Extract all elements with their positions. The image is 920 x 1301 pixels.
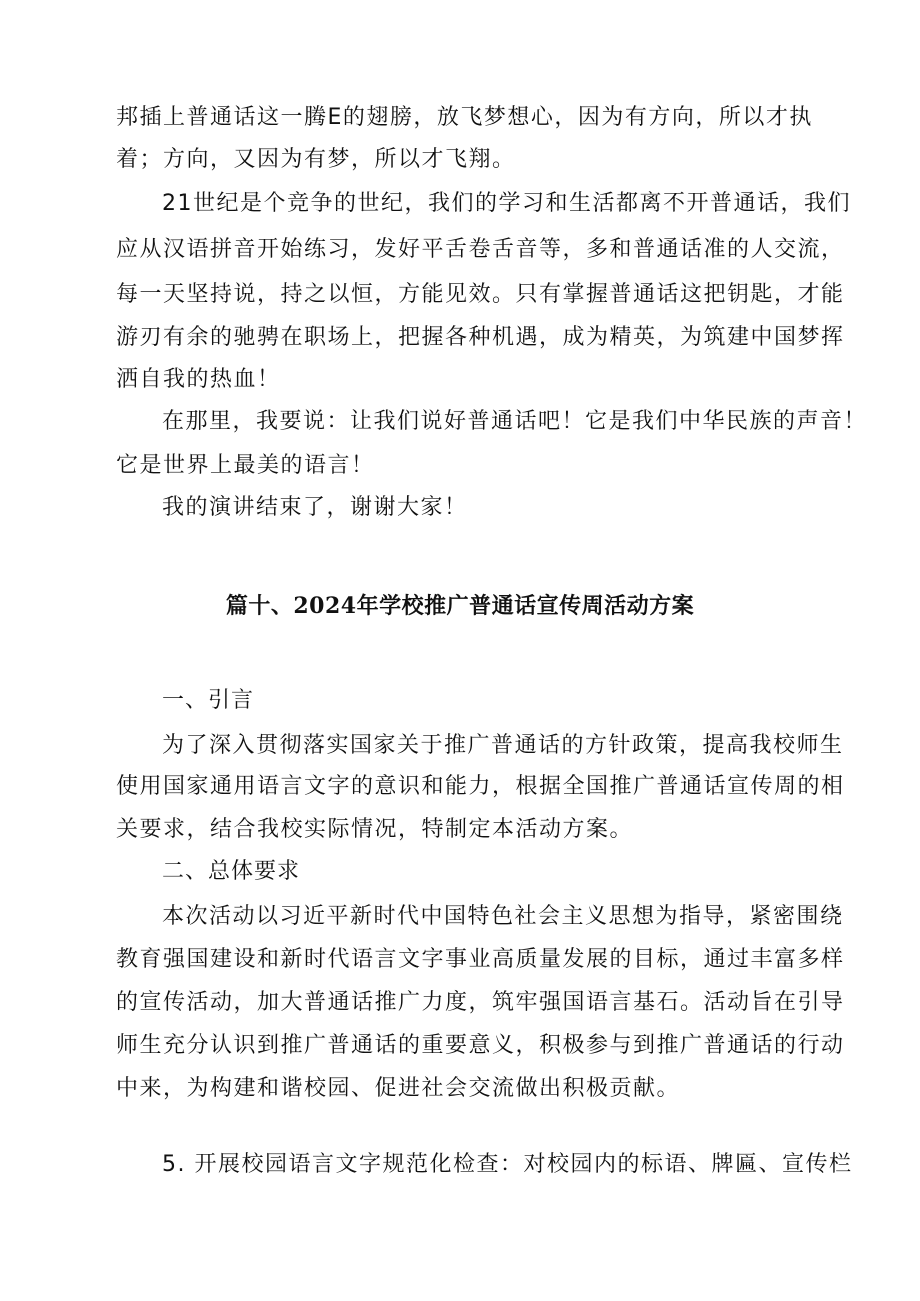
paragraph-line: 每一天坚持说，持之以恒，方能见效。只有掌握普通话这把钥匙，才能 bbox=[116, 282, 845, 307]
paragraph-line: 它是世界上最美的语言！ bbox=[116, 453, 375, 478]
paragraph-line: 洒自我的热血！ bbox=[116, 367, 281, 392]
paragraph-line: 中来，为构建和谐校园、促进社会交流做出积极贡献。 bbox=[116, 1076, 681, 1101]
article-title: 篇十、2024年学校推广普通话宣传周活动方案 bbox=[225, 593, 695, 619]
section-heading: 一、引言 bbox=[162, 688, 255, 713]
paragraph-line: 的宣传活动，加大普通话推广力度，筑牢强国语言基石。活动旨在引导 bbox=[116, 990, 845, 1015]
paragraph-line: 游刃有余的驰骋在职场上，把握各种机遇，成为精英，为筑建中国梦挥 bbox=[116, 325, 845, 350]
paragraph-line: 教育强国建设和新时代语言文字事业高质量发展的目标，通过丰富多样 bbox=[116, 947, 845, 972]
paragraph-line: 师生充分认识到推广普通话的重要意义，积极参与到推广普通话的行动 bbox=[116, 1033, 845, 1058]
paragraph-line: 我的演讲结束了，谢谢大家！ bbox=[162, 495, 468, 520]
paragraph-line: 本次活动以习近平新时代中国特色社会主义思想为指导，紧密围绕 bbox=[162, 904, 844, 929]
paragraph-line: 21世纪是个竞争的世纪，我们的学习和生活都离不开普通话，我们 bbox=[162, 191, 851, 216]
paragraph-line: 使用国家通用语言文字的意识和能力，根据全国推广普通话宣传周的相 bbox=[116, 774, 845, 799]
paragraph-line: 在那里，我要说：让我们说好普通话吧！它是我们中华民族的声音！ bbox=[162, 409, 868, 434]
paragraph-line: 应从汉语拼音开始练习，发好平舌卷舌音等，多和普通话准的人交流， bbox=[116, 237, 845, 262]
paragraph-line: 邦插上普通话这一腾E的翅膀，放飞梦想心，因为有方向，所以才执 bbox=[116, 105, 813, 130]
paragraph-line: 着；方向，又因为有梦，所以才飞翔。 bbox=[116, 147, 516, 172]
paragraph-line: 为了深入贯彻落实国家关于推广普通话的方针政策，提高我校师生 bbox=[162, 733, 844, 758]
paragraph-line: 关要求，结合我校实际情况，特制定本活动方案。 bbox=[116, 817, 634, 842]
section-heading: 二、总体要求 bbox=[162, 859, 301, 884]
list-item-line: 5. 开展校园语言文字规范化检查：对校园内的标语、牌匾、宣传栏 bbox=[162, 1152, 853, 1177]
